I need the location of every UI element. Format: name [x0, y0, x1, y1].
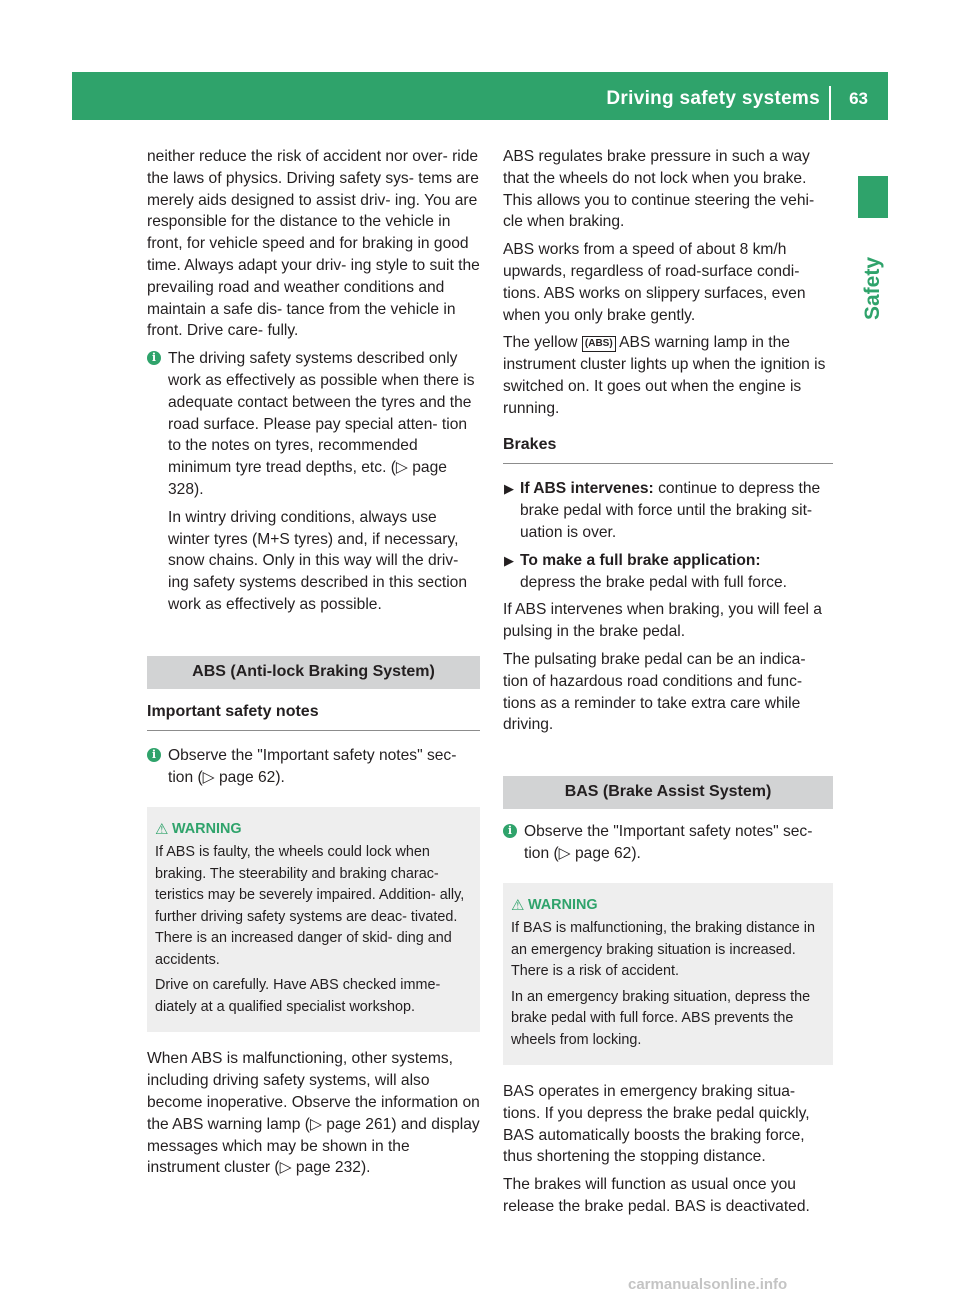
step-label: To make a full brake application:	[520, 551, 761, 569]
warning-triangle-icon: ⚠	[155, 820, 169, 838]
info-note-2	[147, 745, 480, 789]
header-divider	[829, 86, 831, 120]
step-item	[503, 478, 833, 543]
abs-paragraph-3-end: ABS warning lamp in the instrument cluster lights up when the ignition is switched on. It goes out when the engine is running.	[503, 334, 826, 417]
step-text: depress the brake pedal with full force.	[520, 573, 787, 591]
warning-label: WARNING	[172, 820, 242, 837]
info-note-text-2: In wintry driving conditions, always use winter tyres (M+S tyres) and, if necessary, snow chains. Only in this way will the driv- ing safety systems described in this section work as effectively as possible.	[168, 508, 468, 613]
info-note-3	[503, 821, 833, 865]
warning-heading	[511, 895, 825, 917]
abs-paragraph-3	[503, 332, 833, 419]
abs-paragraph-5: The pulsating brake pedal can be an indica- tion of hazardous road conditions and func- tions as a reminder to take extra care while driving.	[503, 650, 806, 734]
info-note-3-text: Observe the "Important safety notes" sec- tion (▷ page 62).	[524, 822, 813, 862]
subheading-safety-notes: Important safety notes	[147, 701, 480, 732]
bas-paragraph-2: The brakes will function as usual once you release the brake pedal. BAS is deactivated.	[503, 1176, 810, 1215]
arrow-right-icon: ▶	[504, 552, 514, 568]
abs-paragraph-2: ABS works from a speed of about 8 km/h upwards, regardless of road-surface condi- tions. ABS works on slippery surfaces, even when you only brake gently.	[503, 241, 806, 324]
abs-paragraph-3-start: The yellow	[503, 334, 578, 352]
warning-triangle-icon: ⚠	[511, 896, 525, 914]
info-note	[147, 348, 480, 616]
warning-heading	[155, 819, 472, 841]
warning-text-2: In an emergency braking situation, depress the brake pedal with full force. ABS prevents the wheels from locking.	[511, 988, 811, 1048]
subheading-brakes: Brakes	[503, 434, 833, 465]
section-title-bas: BAS (Brake Assist System)	[503, 776, 833, 809]
info-icon: i	[147, 748, 161, 762]
watermark: carmanualsonline.info	[628, 1276, 788, 1293]
section-tab-marker	[858, 176, 888, 218]
abs-warning-lamp-icon: (ABS)	[582, 336, 616, 352]
header-bar	[72, 72, 888, 120]
page-title: Driving safety systems	[606, 88, 820, 109]
arrow-right-icon: ▶	[504, 481, 514, 497]
abs-paragraph-4: If ABS intervenes when braking, you will feel a pulsing in the brake pedal.	[503, 601, 822, 641]
left-column	[147, 146, 480, 1185]
page-number: 63	[849, 89, 868, 108]
section-tab-label: Safety	[861, 256, 884, 320]
step-text: continue to depress the brake pedal with force until the braking sit- uation is over.	[520, 480, 821, 541]
outro-paragraph: When ABS is malfunctioning, other systems, including driving safety systems, will also become inoperative. Observe the information on the ABS warning lamp (▷ page 261) and display messages which may be shown in the instrument cluster (▷ page 232).	[147, 1050, 480, 1177]
bas-paragraph-1: BAS operates in emergency braking situa- tions. If you depress the brake pedal quickly, BAS automatically boosts the braking force, thus shortening the stopping distance.	[503, 1083, 810, 1166]
abs-paragraph-1: ABS regulates brake pressure in such a way that the wheels do not lock when you brake. This allows you to continue steering the vehi- cle when braking.	[503, 148, 815, 231]
intro-paragraph: neither reduce the risk of accident nor over- ride the laws of physics. Driving safety sys- tems are merely aids designed to assist driv- ing. You are responsible for the distance to the vehicle in front, for vehicle speed and for braking in good time. Always adapt your driv- ing style to suit the prevailing road and weather conditions and maintain a safe dis- tance from the vehicle in front. Drive care- fully.	[147, 148, 480, 340]
step-item	[503, 550, 833, 594]
warning-box-bas	[503, 883, 833, 1066]
warning-text: If BAS is malfunctioning, the braking distance in an emergency braking situation is increased. There is a risk of accident.	[511, 920, 815, 980]
warning-box-abs	[147, 807, 480, 1033]
right-column	[503, 146, 833, 1224]
warning-text: If ABS is faulty, the wheels could lock when braking. The steerability and braking charac- teristics may be severely impaired. Addition- ally, further driving safety systems are deac- tivated. There is an increased danger of skid- ding and accidents.	[155, 844, 465, 968]
section-title-abs: ABS (Anti-lock Braking System)	[147, 656, 480, 689]
info-note-2-text: Observe the "Important safety notes" sec- tion (▷ page 62).	[168, 747, 457, 787]
info-icon: i	[503, 824, 517, 838]
info-note-text: The driving safety systems described only work as effectively as possible when there is adequate contact between the tyres and the road surface. Please pay special atten- tion to the notes on tyres, recommended minimum tyre tread depths, etc. (▷ page 328).	[168, 350, 475, 498]
step-label: If ABS intervenes:	[520, 480, 654, 498]
warning-label: WARNING	[528, 896, 598, 913]
warning-text-2: Drive on carefully. Have ABS checked imme- diately at a qualified specialist workshop.	[155, 977, 441, 1015]
info-icon: i	[147, 351, 161, 365]
